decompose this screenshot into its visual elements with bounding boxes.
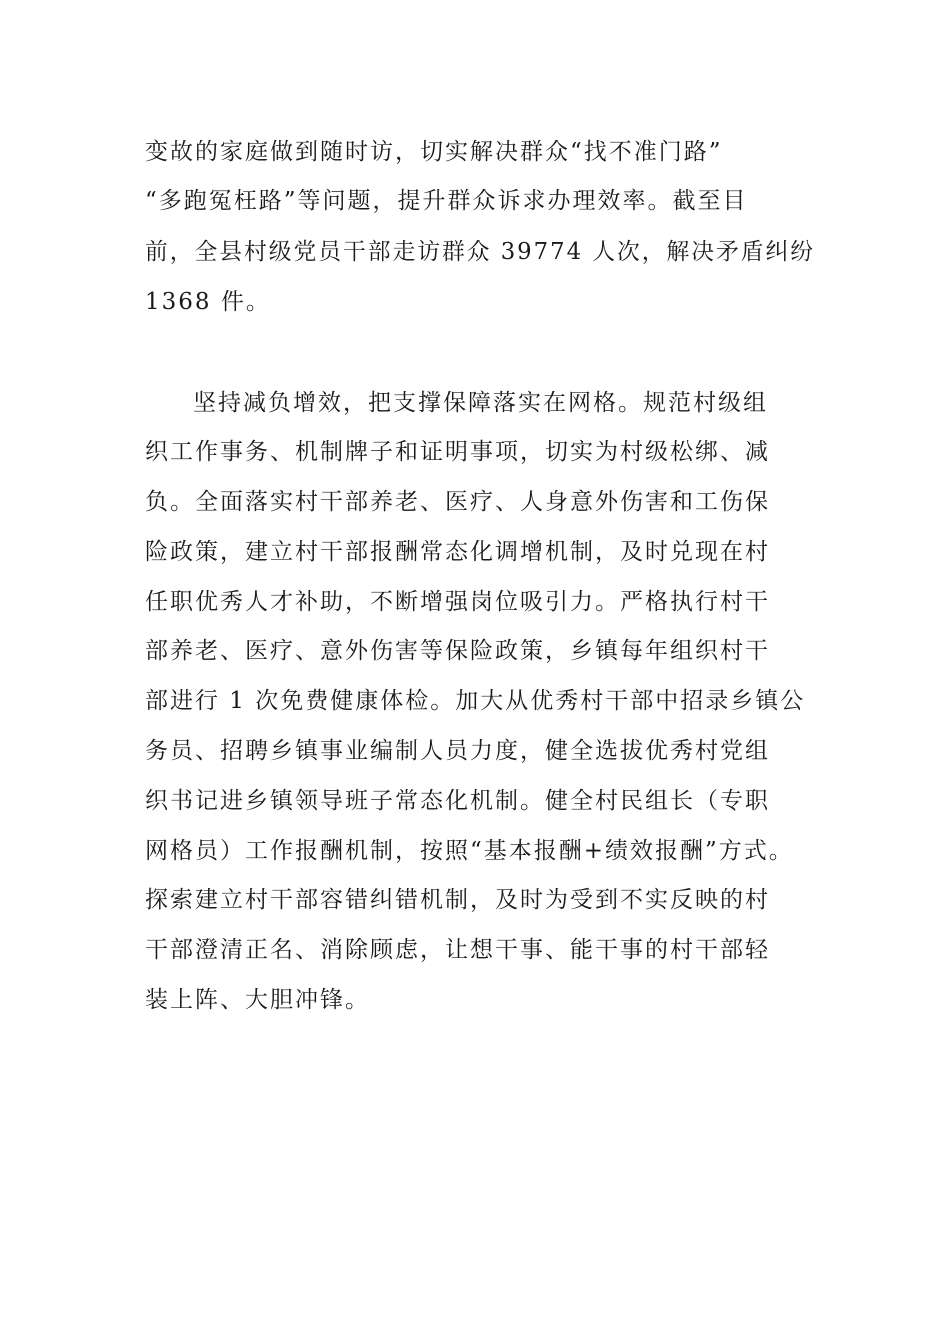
paragraph-line: 坚持减负增效，把支撑保障落实在网格。规范村级组 [193,390,768,416]
paragraph-line: 装上阵、大胆冲锋。 [145,987,370,1013]
paragraph-line: 险政策，建立村干部报酬常态化调增机制，及时兑现在村 [145,539,770,565]
paragraph-line: 干部澄清正名、消除顾虑，让想干事、能干事的村干部轻 [145,937,770,963]
paragraph-line: 部进行 1 次免费健康体检。加大从优秀村干部中招录乡镇公 [145,688,806,714]
paragraph-line: 务员、招聘乡镇事业编制人员力度，健全选拔优秀村党组 [145,738,770,764]
paragraph-line: 部养老、医疗、意外伤害等保险政策，乡镇每年组织村干 [145,638,770,664]
paragraph-line: 负。全面落实村干部养老、医疗、人身意外伤害和工伤保 [145,489,770,515]
paragraph-line: 变故的家庭做到随时访，切实解决群众“找不准门路” [145,139,723,165]
paragraph-line: 探索建立村干部容错纠错机制，及时为受到不实反映的村 [145,887,770,913]
paragraph-line: 织书记进乡镇领导班子常态化机制。健全村民组长（专职 [145,788,770,814]
paragraph-line: 1368 件。 [145,289,271,315]
paragraph-line: 织工作事务、机制牌子和证明事项，切实为村级松绑、减 [145,439,770,465]
paragraph-line: 前，全县村级党员干部走访群众 39774 人次，解决矛盾纠纷 [145,239,816,265]
paragraph-line: 网格员）工作报酬机制，按照“基本报酬+绩效报酬”方式。 [145,838,794,864]
paragraph-line: “多跑冤枉路”等问题，提升群众诉求办理效率。截至目 [145,188,748,214]
paragraph-line: 任职优秀人才补助，不断增强岗位吸引力。严格执行村干 [145,589,770,615]
